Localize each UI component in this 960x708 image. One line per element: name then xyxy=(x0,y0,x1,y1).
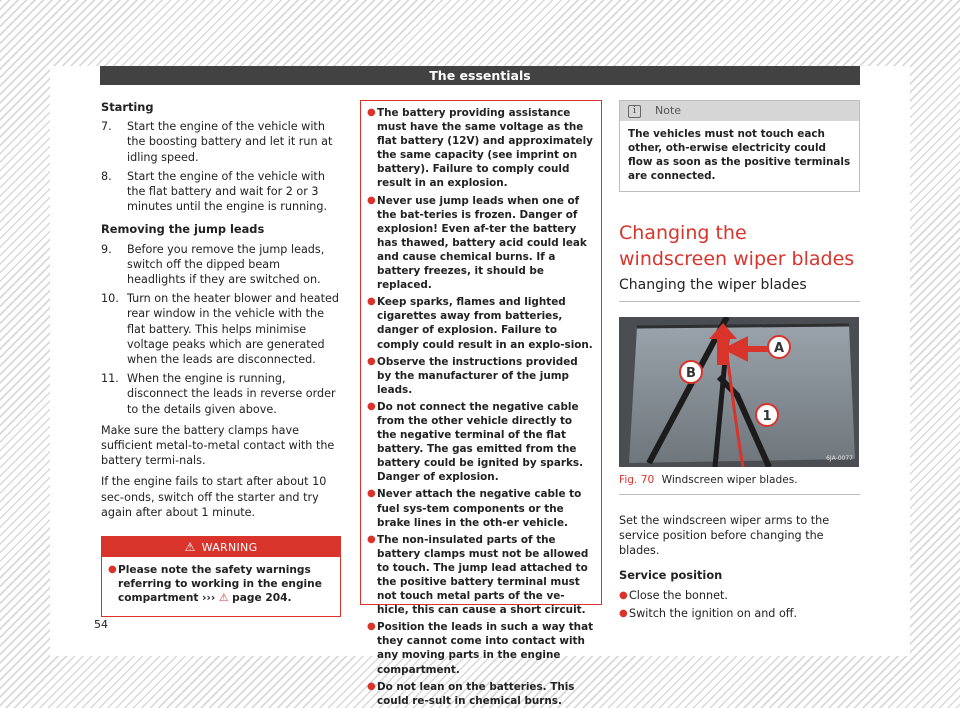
list-item xyxy=(367,533,595,618)
wiper-illustration xyxy=(619,317,859,467)
page-header-title: The essentials xyxy=(429,68,531,83)
service-intro-paragraph: Set the windscreen wiper arms to the service position before changing the blades. xyxy=(619,513,830,558)
bullet-icon: ● xyxy=(619,607,628,619)
warning-text: Please note the safety warnings referring to working in the engine compartment xyxy=(118,564,322,605)
bullet-icon: ● xyxy=(367,355,376,367)
list-item xyxy=(619,588,860,603)
step-number: 10. xyxy=(101,292,119,306)
section-subtitle: Changing the wiper blades xyxy=(619,278,860,301)
step-text: Turn on the heater blower and heated rear window in the vehicle with the flat battery. This helps minimise voltage peaks which are generated when the leads are disconnected. xyxy=(127,292,339,367)
list-item xyxy=(367,355,595,397)
warning-box xyxy=(101,536,341,617)
warning-bullet-text: Never attach the negative cable to fuel sys-tem components or the brake lines in the oth-er vehicle. xyxy=(377,488,582,529)
step-number: 8. xyxy=(101,169,112,183)
column-left xyxy=(101,100,341,617)
bullet-icon: ● xyxy=(108,564,117,576)
figure-caption-text: Windscreen wiper blades. xyxy=(661,473,798,486)
step-number: 7. xyxy=(101,120,112,134)
section-title: Changing the windscreen wiper blades xyxy=(619,222,855,271)
caution-icon: ⚠ xyxy=(218,592,229,605)
bullet-icon: ● xyxy=(367,680,376,692)
warning-page-link[interactable]: page 204. xyxy=(228,592,292,605)
list-item xyxy=(367,295,595,351)
column-right xyxy=(619,100,860,624)
bullet-icon: ● xyxy=(367,194,376,206)
steps-list-b xyxy=(101,242,341,417)
step-number: 9. xyxy=(101,242,112,256)
warning-continuation-box xyxy=(360,100,602,707)
list-item xyxy=(101,291,341,367)
bullet-icon: ● xyxy=(367,107,376,118)
figure-label-a: A xyxy=(773,340,785,356)
list-item xyxy=(101,169,341,215)
bullet-icon: ● xyxy=(367,621,376,633)
note-box xyxy=(619,100,860,192)
step-number: 11. xyxy=(101,372,119,386)
list-item xyxy=(367,106,595,191)
list-item xyxy=(101,242,341,288)
list-item xyxy=(101,371,341,417)
figure-code: 6JA-0077 xyxy=(826,454,853,462)
bullet-icon: ● xyxy=(367,296,376,308)
steps-list-a xyxy=(101,119,341,214)
bullet-icon: ● xyxy=(619,589,628,601)
list-item xyxy=(367,400,595,485)
wiper-figure xyxy=(619,317,859,467)
warning-bullet-text: Keep sparks, flames and lighted cigarettes away from batteries, danger of explosion. Failure to comply could result in an explo-sion. xyxy=(377,296,593,351)
warning-bullet-text: The battery providing assistance must have the same voltage as the flat battery (12V) and approximately the same capacity (see imprint on battery). Failure to comply could result in an explosion. xyxy=(377,107,593,190)
warning-bullet-text: Observe the instructions provided by the manufacturer of the jump leads. xyxy=(377,355,578,396)
step-text: When the engine is running, disconnect the leads in reverse order to the details given above. xyxy=(127,372,336,416)
service-list xyxy=(619,588,860,621)
step-text: Before you remove the jump leads, switch off the dipped beam headlights if they are switched on. xyxy=(127,242,325,287)
list-item xyxy=(367,194,595,293)
warning-icon: ⚠ xyxy=(184,540,196,555)
warning-ref-arrows[interactable]: ››› xyxy=(202,592,219,605)
list-item xyxy=(101,119,341,165)
clamps-paragraph: Make sure the battery clamps have sufficient metal-to-metal contact with the battery termi-nals. xyxy=(101,423,335,468)
service-heading: Service position xyxy=(619,568,723,583)
column-middle xyxy=(360,100,602,707)
figure-label: Fig. 70 xyxy=(619,473,655,486)
note-text: The vehicles must not touch each other, oth-erwise electricity could flow as soon as the positive terminals are connected. xyxy=(628,128,851,183)
list-item xyxy=(367,620,595,676)
page-number: 54 xyxy=(94,618,108,631)
step-text: Start the engine of the vehicle with the flat battery and wait for 2 or 3 minutes until the engine is running. xyxy=(127,169,328,214)
list-item xyxy=(108,563,334,606)
step-text: Start the engine of the vehicle with the boosting battery and let it run at idling speed. xyxy=(127,120,333,164)
service-item-text: Switch the ignition on and off. xyxy=(629,606,798,620)
list-item xyxy=(619,606,860,621)
list-item xyxy=(367,487,595,529)
figure-label-1: 1 xyxy=(762,408,772,424)
service-item-text: Close the bonnet. xyxy=(629,588,728,602)
retry-paragraph: If the engine fails to start after about 10 sec-onds, switch off the starter and try again after about 1 minute. xyxy=(101,475,327,519)
warning-label: WARNING xyxy=(201,541,258,555)
warning-body xyxy=(102,557,340,616)
warning-item xyxy=(118,563,334,606)
note-label: Note xyxy=(655,104,682,117)
info-icon: i xyxy=(628,105,641,118)
bullet-icon: ● xyxy=(367,533,376,545)
warning-bullet-text: Do not connect the negative cable from the other vehicle directly to the negative terminal of the flat battery. The gas emitted from the battery could be ignited by sparks. Danger of explosion. xyxy=(377,400,584,484)
starting-heading: Starting xyxy=(101,100,154,114)
bullet-icon: ● xyxy=(367,488,376,500)
removing-heading: Removing the jump leads xyxy=(101,222,265,237)
warning-bullet-text: Never use jump leads when one of the bat-teries is frozen. Danger of explosion! Even af-ter the battery has thawed, battery acid could leak and cause chemical burns. If a battery freezes, it should be replaced. xyxy=(377,194,587,292)
figure-label-b: B xyxy=(686,365,696,381)
warning-bullet-text: The non-insulated parts of the battery clamps must not be allowed to touch. The jump lead attached to the positive battery terminal must not touch metal parts of the ve-hicle, this can cause a short circuit. xyxy=(377,533,589,617)
warning-header xyxy=(102,537,340,557)
page-header xyxy=(100,66,860,85)
warning-bullet-text: Do not lean on the batteries. This could re-sult in chemical burns. xyxy=(377,680,575,707)
warning-bullet-text: Position the leads in such a way that they cannot come into contact with any moving parts in the engine compartment. xyxy=(377,621,594,676)
note-header xyxy=(620,101,859,121)
figure-caption xyxy=(619,473,860,495)
bullet-icon: ● xyxy=(367,400,376,412)
list-item xyxy=(367,680,595,708)
